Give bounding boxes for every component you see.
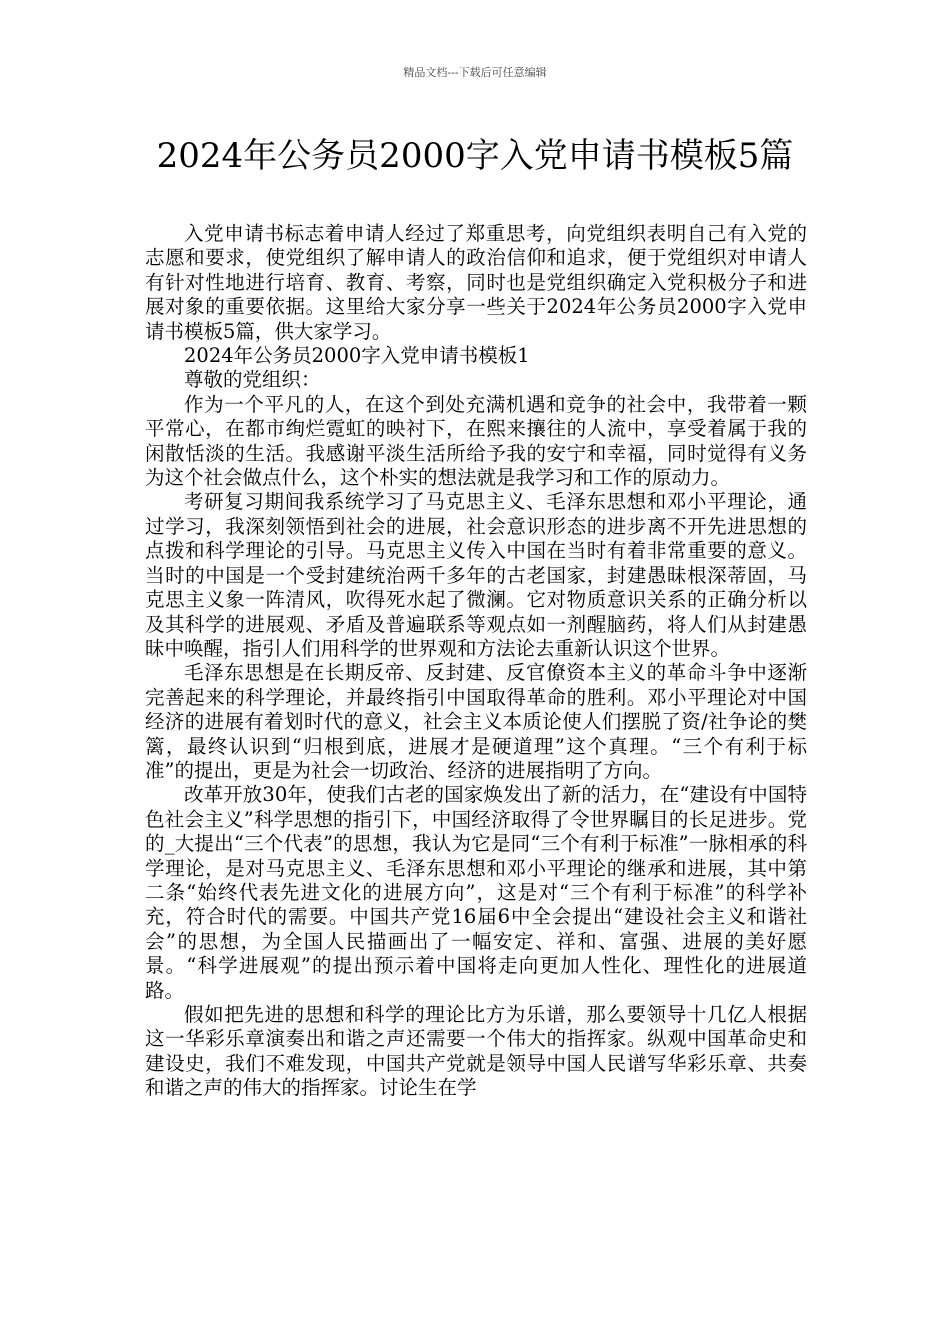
paragraph: 毛泽东思想是在长期反帝、反封建、反官僚资本主义的革命斗争中逐渐完善起来的科学理论，并最终指引中国取得革命的胜利。邓小平理论对中国经济的进展有着划时代的意义，社会主义本质论使人们摆脱了资/社争论的樊篱，最终认识到“归根到底，进展才是硬道理”这个真理。“三个有利于标准”的提出，更是为社会一切政治、经济的进展指明了方向。 bbox=[145, 661, 807, 782]
page-header-note: 精品文档---下载后可任意编辑 bbox=[403, 66, 547, 79]
paragraph-salutation: 尊敬的党组织： bbox=[184, 368, 321, 392]
paragraph-intro: 入党申请书标志着申请人经过了郑重思考，向党组织表明自己有入党的志愿和要求，使党组织了解申请人的政治信仰和追求，便于党组织对申请人有针对性地进行培育、教育、考察，同时也是党组织确定入党积极分子和进展对象的重要依据。这里给大家分享一些关于2024年公务员2000字入党申请书模板5篇，供大家学习。 bbox=[145, 222, 807, 343]
paragraph: 作为一个平凡的人，在这个到处充满机遇和竞争的社会中，我带着一颗平常心，在都市绚烂霓虹的映衬下，在熙来攘往的人流中，享受着属于我的闲散恬淡的生活。我感谢平淡生活所给予我的安宁和幸福，同时觉得有义务为这个社会做点什么，这个朴实的想法就是我学习和工作的原动力。 bbox=[145, 392, 807, 490]
document-title: 2024年公务员2000字入党申请书模板5篇 bbox=[156, 136, 794, 176]
paragraph: 考研复习期间我系统学习了马克思主义、毛泽东思想和邓小平理论，通过学习，我深刻领悟到社会的进展，社会意识形态的进步离不开先进思想的点拨和科学理论的引导。马克思主义传入中国在当时有着非常重要的意义。当时的中国是一个受封建统治两千多年的古老国家，封建愚昧根深蒂固，马克思主义象一阵清风，吹得死水起了微澜。它对物质意识关系的正确分析以及其科学的进展观、矛盾及普遍联系等观点如一剂醒脑药，将人们从封建愚昧中唤醒，指引人们用科学的世界观和方法论去重新认识这个世界。 bbox=[145, 490, 807, 660]
paragraph: 假如把先进的思想和科学的理论比方为乐谱，那么要领导十几亿人根据这一华彩乐章演奏出和谐之声还需要一个伟大的指挥家。纵观中国革命史和建设史，我们不难发现，中国共产党就是领导中国人民谱写华彩乐章、共奏和谐之声的伟大的指挥家。讨论生在学 bbox=[145, 1003, 807, 1100]
paragraph-subtitle: 2024年公务员2000字入党申请书模板1 bbox=[184, 344, 530, 368]
document-body bbox=[145, 222, 807, 1101]
paragraph: 改革开放30年，使我们古老的国家焕发出了新的活力，在“建设有中国特色社会主义”科学思想的指引下，中国经济取得了令世界瞩目的长足进步。党的_大提出“三个代表”的思想，我认为它是同“三个有利于标准”一脉相承的科学理论，是对马克思主义、毛泽东思想和邓小平理论的继承和进展，其中第二条“始终代表先进文化的进展方向”，这是对“三个有利于标准”的科学补充，符合时代的需要。中国共产党16届6中全会提出“建设社会主义和谐社会”的思想，为全国人民描画出了一幅安定、祥和、富强、进展的美好愿景。“科学进展观”的提出预示着中国将走向更加人性化、理性化的进展道路。 bbox=[145, 783, 807, 1002]
